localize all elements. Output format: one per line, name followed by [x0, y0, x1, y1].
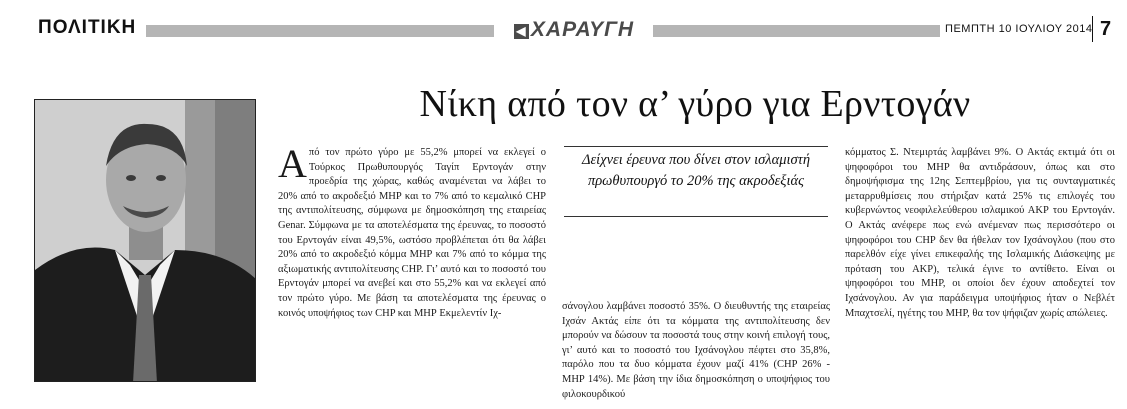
header-rule-right — [653, 25, 940, 37]
portrait-illustration — [35, 100, 256, 382]
article-column-2 — [562, 300, 830, 402]
header-divider — [1092, 16, 1093, 42]
header-rule-left — [146, 25, 494, 37]
subheading-rule-bottom — [564, 216, 828, 217]
column-3-text: κόμματος Σ. Ντεμιρτάς λαμβάνει 9%. Ο Ακτάς εκτιμά ότι οι ψηφοφόροι του ΜΗΡ θα αντιδράσουν, όπως και στο δημοψήφισμα της 12ης Σεπτεμβρίου, για τις συνταγματικές μεταρρυθμίσεις που στήριξαν κατά 25% τις επιλογές του κυβερνώντος νεοφιλελεύθερου ισλαμικού ΑΚΡ του Ερντογάν. Ο Ακτάς ανέφερε πως ενώ ανέμεναν πως περισσότερο οι ψηφοφόροι του CHP δεν θα ήθελαν τον Ιχσάνογλου (που στο παρελθόν είχε γίνει επικεφαλής της Ισλαμικής Διάσκεψης με πρόταση του ΑΚΡ), τελικά έγινε το αντίθετο. Είναι οι ψηφοφόροι του ΜΗΡ, οι οποίοι δεν έχουν αποδεχτεί τον Ιχσάνογλου. Αν για παράδειγμα υποψήφιος ήταν ο Νεβλέτ Μπαχτσελί, ηγέτης του ΜΗΡ, θα τον ψήφιζαν χωρίς απώλειες. — [845, 147, 1115, 319]
column-2-text: σάνογλου λαμβάνει ποσοστό 35%. Ο διευθυντής της εταιρείας Ιχσάν Ακτάς είπε ότι τα κόμματα της αντιπολίτευσης δεν μπορούν να δώσουν τα ποσοστά τους στην κοινή επιλογή τους, γι’ αυτό και το ποσοστό του Ιχσάνογλου πέφτει στο 35,8%, παρόλο που τα δυο κόμματα έχουν μαζί 41% (CHP 26% - ΜΗΡ 14%). Με βάση την ίδια δημοσκόπηση ο υποψήφιος του φιλοκουρδικού — [562, 301, 830, 400]
section-label: ΠΟΛΙΤΙΚΗ — [38, 17, 137, 38]
page-header — [0, 0, 1127, 50]
article-column-1 — [278, 141, 546, 321]
article-headline: Νίκη από τον α’ γύρο για Ερντογάν — [419, 83, 971, 125]
newspaper-masthead — [498, 18, 650, 42]
article-subheading — [556, 150, 836, 192]
article-column-3 — [845, 146, 1115, 321]
issue-date: ΠΕΜΠΤΗ 10 ΙΟΥΛΙΟΥ 2014 — [945, 23, 1093, 35]
drop-cap: Α — [278, 141, 307, 186]
page-number: 7 — [1100, 18, 1112, 40]
subheading-text: Δείχνει έρευνα που δίνει στον ισλαμιστή πρωθυπουργό το 20% της ακροδεξιάς — [581, 152, 811, 189]
article-photo — [34, 99, 256, 382]
masthead-logo-icon: ◀ — [514, 24, 529, 39]
masthead-name: ΧΑΡΑΥΓΗ — [530, 18, 635, 41]
column-1-text: πό τον πρώτο γύρο με 55,2% μπορεί να εκλεγεί ο Τούρκος Πρωθυπουργός Ταγίπ Ερντογάν στην προεδρία της χώρας, καθώς αναμένεται να λάβει το 20% από το ακροδεξιό ΜΗΡ και το 7% από το κεμαλικό CHP της αντιπολίτευσης, σύμφωνα με δημοσκόπηση της εταιρείας Genar. Σύμφωνα με τα αποτελέσματα της έρευνας, το ποσοστό του Ερντογάν είναι 49,5%, ωστόσο προβλέπεται ότι θα λάβει 20% από το ακροδεξιό κόμμα ΜΗΡ και 7% από το κόμμα της αξιωματικής αντιπολίτευσης CHP. Γι’ αυτό και το ποσοστό του Ερντογάν μπορεί να ανεβεί και στο 55,2% και να εκλεγεί από τον πρώτο γύρο. Με βάση τα αποτελέσματα της έρευνας ο κοινός υποψήφιος των CHP και ΜΗΡ Εκμελεντίν Ιχ- — [278, 147, 546, 319]
subheading-rule-top — [564, 146, 828, 147]
